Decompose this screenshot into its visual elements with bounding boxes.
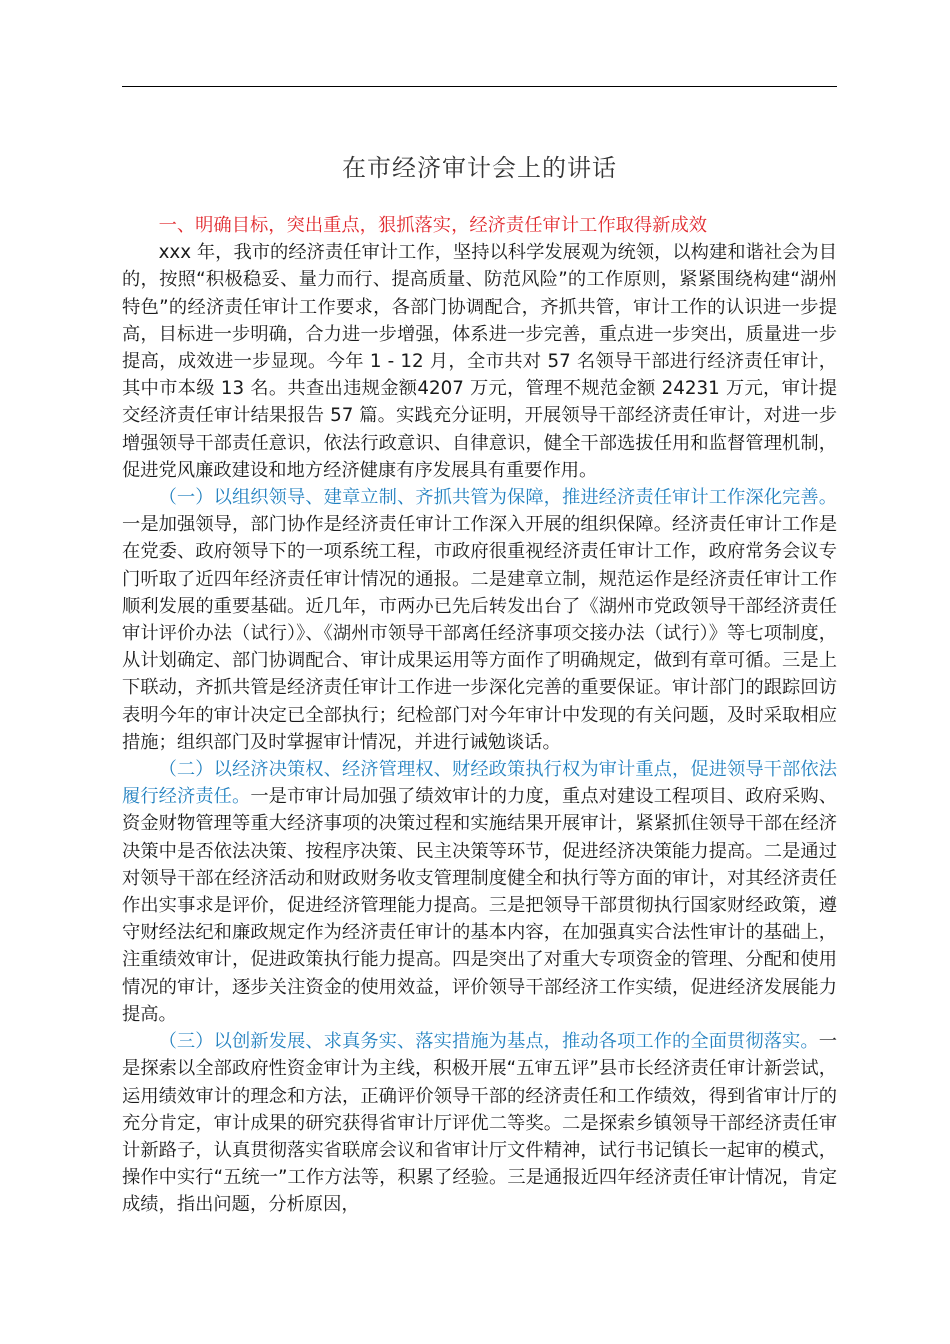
subsection-text-2: 一是市审计局加强了绩效审计的力度，重点对建设工程项目、政府采购、资金财物管理等重大经济事项的决策过程和实施结果开展审计，紧紧抓住领导干部在经济决策中是否依法决策、按程序决策、民主决策等环节，促进经济决策能力提高。二是通过对领导干部在经济活动和财政财务收支管理制度健全和执行等方面的审计，对其经济责任作出实事求是评价，促进经济管理能力提高。三是把领导干部贯彻执行国家财经政策，遵守财经法纪和廉政规定作为经济责任审计的基本内容，在加强真实合法性审计的基础上，注重绩效审计，促进政策执行能力提高。四是突出了对重大专项资金的管理、分配和使用情况的审计，逐步关注资金的使用效益，评价领导干部经济工作实绩，促进经济发展能力提高。 [122, 786, 837, 1025]
section-heading: 一、明确目标，突出重点，狠抓落实，经济责任审计工作取得新成效 [158, 215, 708, 236]
subsection-text-1: 一是加强领导，部门协作是经济责任审计工作深入开展的组织保障。经济责任审计工作是在党委、政府领导下的一项系统工程，市政府很重视经济责任审计工作，政府常务会议专门听取了近四年经济责任审计情况的通报。二是建章立制，规范运作是经济责任审计工作顺利发展的重要基础。近几年，市两办已先后转发出台了《湖州市党政领导干部经济责任审计评价办法（试行）》、《湖州市领导干部离任经济事项交接办法（试行）》等七项制度，从计划确定、部门协调配合、审计成果运用等方面作了明确规定，做到有章可循。三是上下联动，齐抓共管是经济责任审计工作进一步深化完善的重要保证。审计部门的跟踪回访表明今年的审计决定已全部执行；纪检部门对今年审计中发现的有关问题，及时采取相应措施；组织部门及时掌握审计情况，并进行诫勉谈话。 [122, 514, 837, 753]
subsection-heading-3: （三）以创新发展、求真务实、落实措施为基点，推动各项工作的全面贯彻落实。 [158, 1031, 819, 1053]
section-paragraph: xxx 年，我市的经济责任审计工作，坚持以科学发展观为统领，以构建和谐社会为目的，按照“积极稳妥、量力而行、提高质量、防范风险”的工作原则，紧紧围绕构建“湖州特色”的经济责任审计工作要求，各部门协调配合，齐抓共管，审计工作的认识进一步提高，目标进一步明确，合力进一步增强，体系进一步完善，重点进一步突出，质量进一步提高，成效进一步显现。今年 1 - 12 月，全市共对 57 名领导干部进行经济责任审计，其中市本级 13 名。共查出违规金额4207 万元，管理不规范金额 24231 万元，审计提交经济责任审计结果报告 57 篇。实践充分证明，开展领导干部经济责任审计，对进一步增强领导干部责任意识，依法行政意识、自律意识，健全干部选拔任用和监督管理机制，促进党风廉政建设和地方经济健康有序发展具有重要作用。 [122, 242, 837, 481]
document-body [122, 212, 837, 1219]
subsection-heading-2: （二）以经济决策权、经济管理权、财经政策执行权为审计重点，促进领导干部依法履行经济责任。 [122, 759, 837, 808]
subsection-heading-1: （一）以组织领导、建章立制、齐抓共管为保障，推进经济责任审计工作深化完善。 [158, 487, 837, 509]
subsection-paragraph-1 [122, 484, 837, 756]
document-title: 在市经济审计会上的讲话 [342, 154, 617, 182]
header-rule [122, 86, 837, 87]
subsection-paragraph-3 [122, 1028, 837, 1218]
subsection-text-3: 一是探索以全部政府性资金审计为主线，积极开展“五审五评”县市长经济责任审计新尝试，运用绩效审计的理念和方法，正确评价领导干部的经济责任和工作绩效，得到省审计厅的充分肯定，审计成果的研究获得省审计厅评优二等奖。二是探索乡镇领导干部经济责任审计新路子，认真贯彻落实省联席会议和省审计厅文件精神，试行书记镇长一起审的模式，操作中实行“五统一”工作方法等，积累了经验。三是通报近四年经济责任审计情况，肯定成绩，指出问题，分析原因， [122, 1031, 837, 1216]
subsection-paragraph-2 [122, 756, 837, 1028]
